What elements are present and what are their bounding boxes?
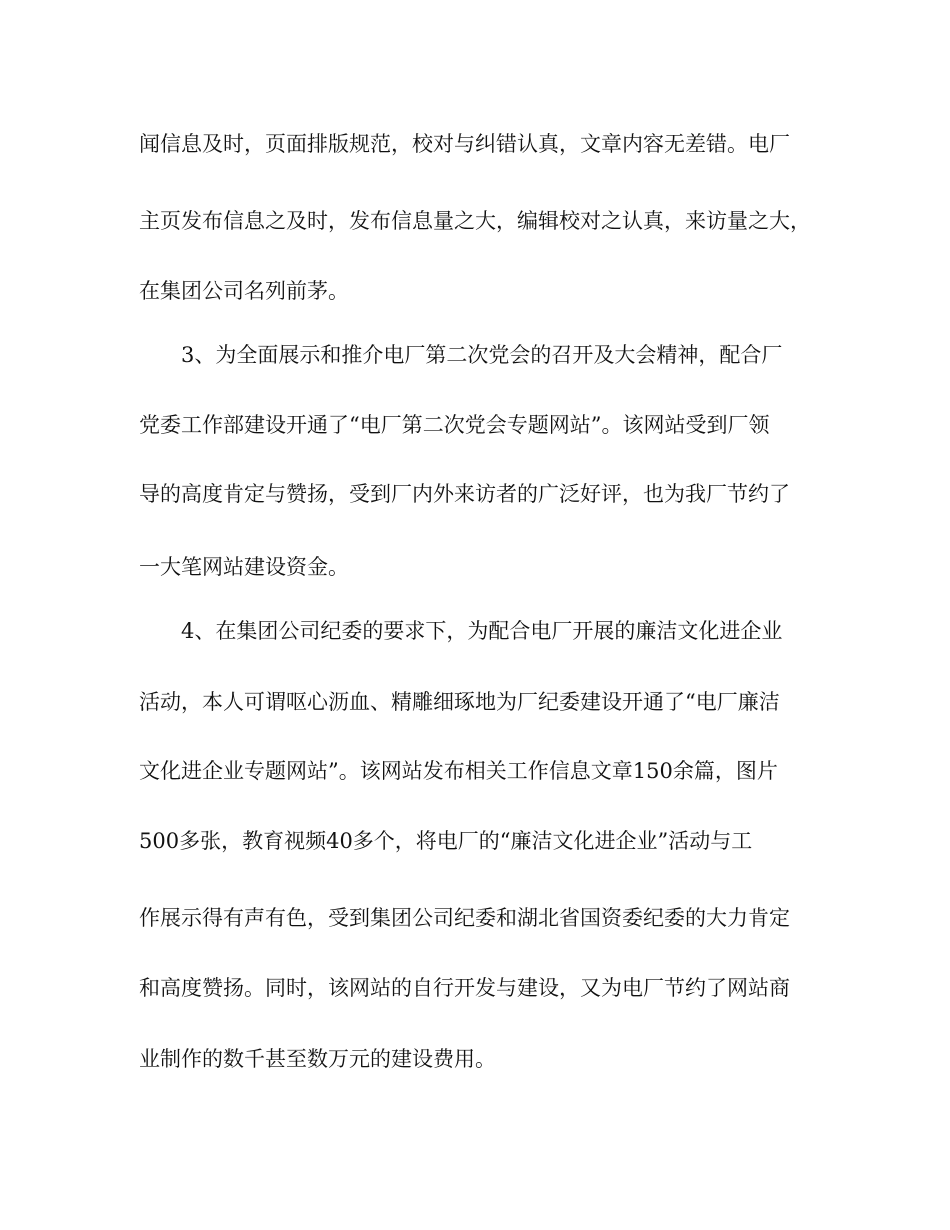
text-line: 业制作的数千甚至数万元的建设费用。 (139, 1047, 496, 1071)
paragraph-4-first-line: 4、在集团公司纪委的要求下，为配合电厂开展的廉洁文化进企业 (181, 619, 783, 643)
text-line: 在集团公司名列前茅。 (139, 279, 349, 303)
text-line: 作展示得有声有色，受到集团公司纪委和湖北省国资委纪委的大力肯定 (139, 906, 790, 930)
text-line: 党委工作部建设开通了“电厂第二次党会专题网站”。该网站受到厂领 (139, 413, 770, 437)
text-line: 500多张，教育视频40多个，将电厂的“廉洁文化进企业”活动与工 (139, 829, 753, 853)
text-line: 和高度赞扬。同时，该网站的自行开发与建设，又为电厂节约了网站商 (139, 976, 790, 1000)
text-line: 文化进企业专题网站”。该网站发布相关工作信息文章150余篇，图片 (139, 759, 778, 783)
text-line: 活动，本人可谓呕心沥血、精雕细琢地为厂纪委建设开通了“电厂廉洁 (139, 690, 780, 714)
text-line: 闻信息及时，页面排版规范，校对与纠错认真，文章内容无差错。电厂 (139, 132, 790, 156)
text-line: 导的高度肯定与赞扬，受到厂内外来访者的广泛好评，也为我厂节约了 (139, 482, 790, 506)
text-line: 主页发布信息之及时，发布信息量之大，编辑校对之认真，来访量之大， (139, 209, 811, 233)
text-line: 一大笔网站建设资金。 (139, 555, 349, 579)
paragraph-3-first-line: 3、为全面展示和推介电厂第二次党会的召开及大会精神，配合厂 (181, 343, 783, 367)
